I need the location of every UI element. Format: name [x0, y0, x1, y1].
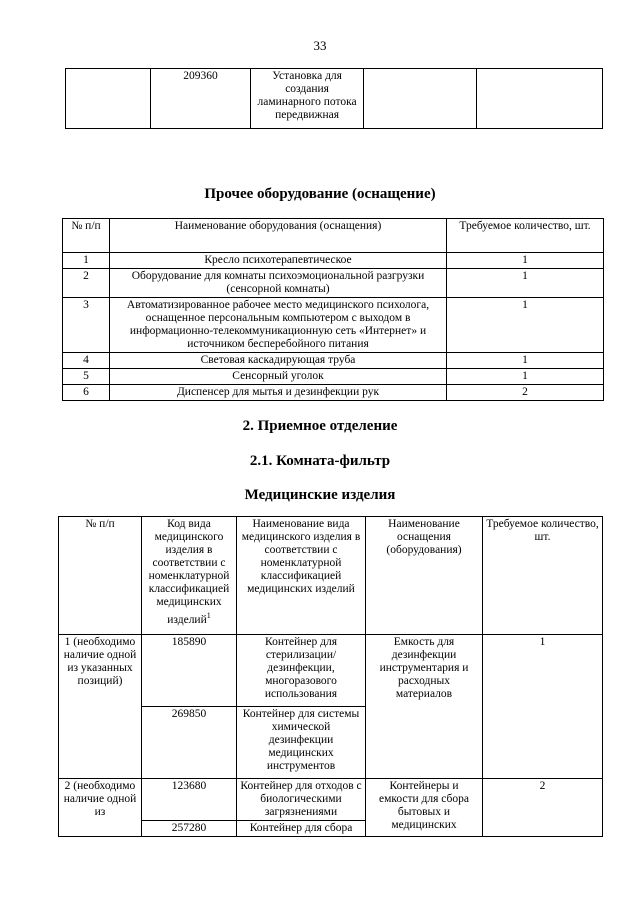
- table-header-row: [59, 517, 603, 635]
- cell-code: 185890: [142, 635, 237, 707]
- cell-qty: 1: [447, 269, 604, 298]
- cell-equip: Емкость для дезинфекции инструментария и расходных материалов: [366, 635, 483, 779]
- cell-group-num: 1 (необходимо наличие одной из указанных позиций): [59, 635, 142, 779]
- cell-name: Автоматизированное рабочее место медицинского психолога, оснащенное персональным компьютером с выходом в информационно-телекоммуникационную сеть «Интернет» и источником бесперебойного питания: [110, 298, 447, 353]
- cell-qty: 2: [447, 385, 604, 401]
- header-qty: Требуемое количество, шт.: [447, 219, 604, 253]
- section-title-admission: 2. Приемное отделение: [242, 418, 398, 434]
- cell-qty: 1: [447, 253, 604, 269]
- cell-num: 1: [63, 253, 110, 269]
- header-kind: Наименование вида медицинского изделия в соответствии с номенклатурной классификацией медицинских изделий: [237, 517, 366, 635]
- header-code: [142, 517, 237, 635]
- cell-code: 123680: [142, 779, 237, 821]
- cell-code: 257280: [142, 821, 237, 837]
- cell-code: 269850: [142, 707, 237, 779]
- page-number: 33: [313, 38, 327, 53]
- header-code-text: Код вида медицинского изделия в соответствии с номенклатурной классификацией медицинских изделий: [148, 518, 230, 626]
- table-header-row: [63, 219, 604, 253]
- header-qty: Требуемое количество, шт.: [483, 517, 603, 635]
- cell-num: 2: [63, 269, 110, 298]
- table-row: [63, 369, 604, 385]
- header-equip: Наименование оснащения (оборудования): [366, 517, 483, 635]
- other-equipment-table: [62, 218, 604, 401]
- cell-group-num: 2 (необходимо наличие одной из: [59, 779, 142, 837]
- cell-equip: Контейнеры и емкости для сбора бытовых и медицинских: [366, 779, 483, 837]
- section-title-filter-room: 2.1. Комната-фильтр: [249, 453, 391, 469]
- cell-qty: 1: [483, 635, 603, 779]
- cell-qty: 1: [447, 298, 604, 353]
- table-row: [59, 635, 603, 707]
- cell-qty: 1: [447, 369, 604, 385]
- cell-code: 209360: [151, 69, 251, 129]
- continuation-table: [65, 68, 603, 129]
- cell-name: Установка для создания ламинарного потока передвижная: [251, 69, 364, 129]
- table-row: [63, 385, 604, 401]
- cell-num: 3: [63, 298, 110, 353]
- cell-qty: 2: [483, 779, 603, 837]
- cell-qty: [477, 69, 603, 129]
- table-row: [63, 298, 604, 353]
- table-row: [63, 269, 604, 298]
- footnote-mark: 1: [206, 611, 211, 620]
- cell-kind: Контейнер для системы химической дезинфекции медицинских инструментов: [237, 707, 366, 779]
- cell-name: Световая каскадирующая труба: [110, 353, 447, 369]
- section-title-medical-devices: Медицинские изделия: [244, 487, 396, 503]
- cell-kind: Контейнер для стерилизации/ дезинфекции, многоразового использования: [237, 635, 366, 707]
- header-num: № п/п: [63, 219, 110, 253]
- table-row: [59, 779, 603, 821]
- section-title-other-equipment: Прочее оборудование (оснащение): [204, 186, 436, 202]
- cell-name: Кресло психотерапевтическое: [110, 253, 447, 269]
- header-name: Наименование оборудования (оснащения): [110, 219, 447, 253]
- cell-num: [66, 69, 151, 129]
- cell-num: 6: [63, 385, 110, 401]
- medical-devices-table: [58, 516, 603, 837]
- table-row: [63, 253, 604, 269]
- header-num: № п/п: [59, 517, 142, 635]
- cell-qty: 1: [447, 353, 604, 369]
- cell-name: Сенсорный уголок: [110, 369, 447, 385]
- cell-name: Диспенсер для мытья и дезинфекции рук: [110, 385, 447, 401]
- cell-num: 5: [63, 369, 110, 385]
- cell-num: 4: [63, 353, 110, 369]
- cell-equip: [364, 69, 477, 129]
- cell-name: Оборудование для комнаты психоэмоциональной разгрузки (сенсорной комнаты): [110, 269, 447, 298]
- table-row: [63, 353, 604, 369]
- table-row: [66, 69, 603, 129]
- cell-kind: Контейнер для отходов с биологическими загрязнениями: [237, 779, 366, 821]
- cell-kind: Контейнер для сбора: [237, 821, 366, 837]
